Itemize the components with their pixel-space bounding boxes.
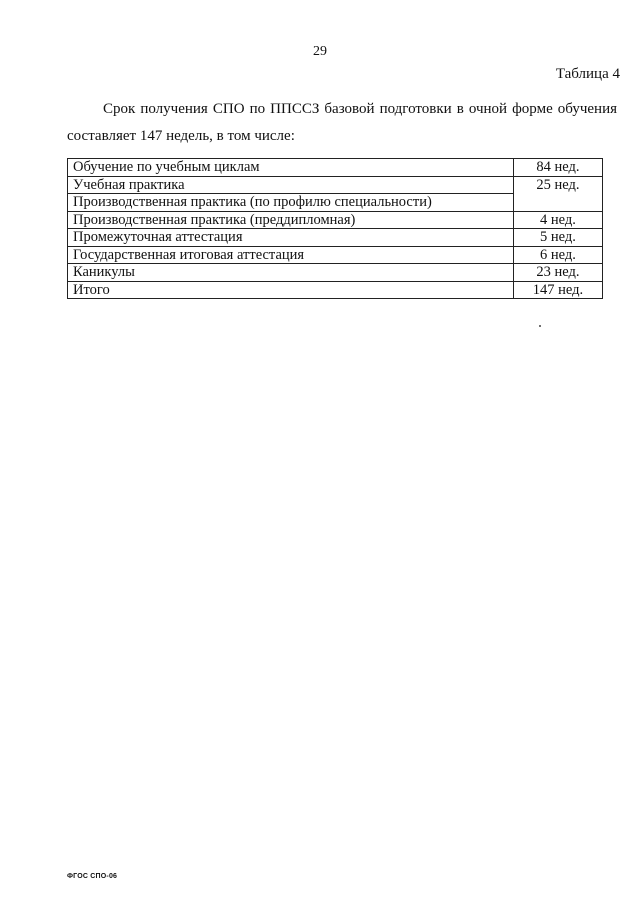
- table-row: [68, 229, 603, 247]
- row-label: Государственная итоговая аттестация: [68, 246, 514, 264]
- table-caption: Таблица 4: [555, 66, 620, 82]
- row-value: 5 нед.: [514, 229, 603, 247]
- table-row: [68, 246, 603, 264]
- table-row-total: [68, 281, 603, 299]
- scan-speck: [539, 325, 541, 327]
- row-label: Производственная практика (преддипломная): [68, 211, 514, 229]
- row-label: Учебная практика: [68, 176, 514, 194]
- row-value: 25 нед.: [514, 176, 603, 211]
- row-label: Итого: [68, 281, 514, 299]
- table-row: [68, 211, 603, 229]
- table-row: [68, 264, 603, 282]
- row-value: 6 нед.: [514, 246, 603, 264]
- table-row: [68, 176, 603, 194]
- row-value: 23 нед.: [514, 264, 603, 282]
- study-duration-table: [67, 158, 603, 299]
- intro-paragraph: Срок получения СПО по ППССЗ базовой подготовки в очной форме обучения составляет 147 недель, в том числе:: [67, 101, 617, 144]
- document-footer: ФГОС СПО-06: [67, 873, 118, 880]
- row-value: 4 нед.: [514, 211, 603, 229]
- row-label: Каникулы: [68, 264, 514, 282]
- row-label: Производственная практика (по профилю специальности): [68, 194, 514, 212]
- row-value: 84 нед.: [514, 159, 603, 177]
- table-row: [68, 159, 603, 177]
- row-label: Промежуточная аттестация: [68, 229, 514, 247]
- page-number: 29: [313, 44, 327, 59]
- row-value: 147 нед.: [514, 281, 603, 299]
- row-label: Обучение по учебным циклам: [68, 159, 514, 177]
